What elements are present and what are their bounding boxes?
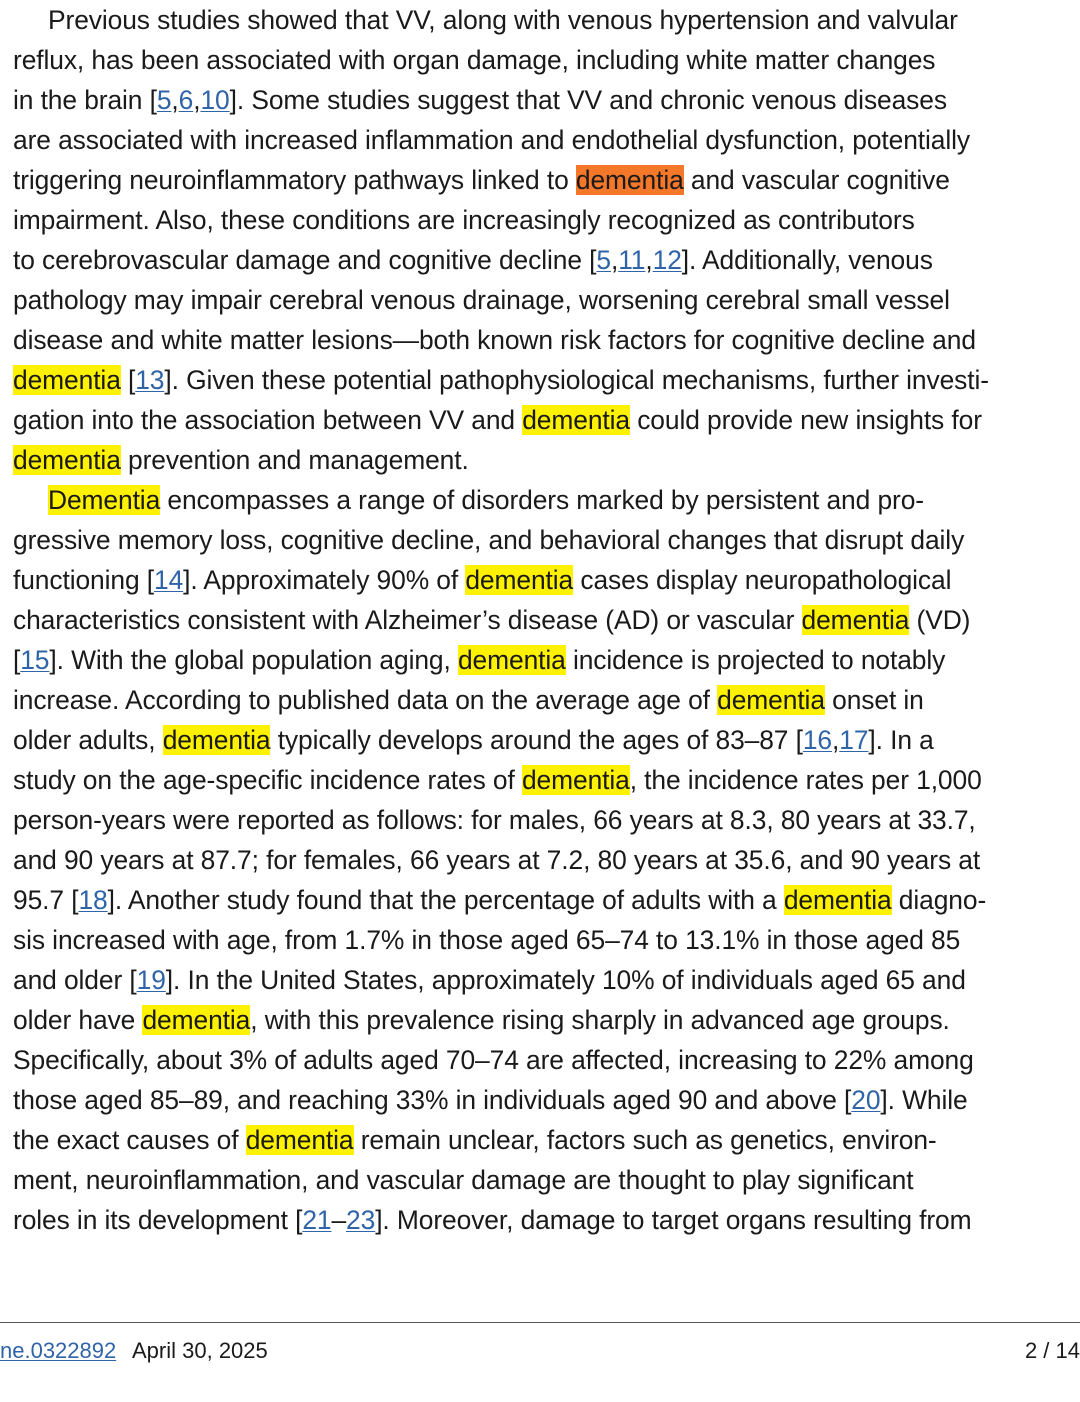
article-body-text [13, 0, 1080, 1240]
citation-link[interactable]: 21 [302, 1205, 332, 1235]
text-line [13, 760, 1080, 800]
text-line [13, 360, 1080, 400]
text-run: ]. With the global population aging, [49, 645, 458, 675]
text-line [13, 720, 1080, 760]
text-run: functioning [ [13, 565, 155, 595]
text-line [13, 840, 1080, 880]
text-run: roles in its development [ [13, 1205, 303, 1235]
text-line [13, 600, 1080, 640]
text-run: ment, neuroinflammation, and vascular damage are thought to play significant [13, 1165, 914, 1195]
text-run: ]. In the United States, approximately 10% of individuals aged 65 and [165, 965, 966, 995]
text-line [13, 160, 1080, 200]
text-run: [ [120, 365, 136, 395]
citation-link[interactable]: 18 [78, 885, 108, 915]
text-line [13, 1000, 1080, 1040]
text-run: , [193, 85, 201, 115]
text-run: diagno- [891, 885, 987, 915]
text-run: ]. Given these potential pathophysiological mechanisms, further investi- [164, 365, 989, 395]
text-line [13, 920, 1080, 960]
search-match-highlight: dementia [465, 565, 574, 595]
text-run: ]. Additionally, venous [681, 245, 933, 275]
search-match-highlight: dementia [13, 365, 121, 395]
citation-link[interactable]: 11 [618, 245, 646, 275]
text-run: Specifically, about 3% of adults aged 70–74 are affected, increasing to 22% among [13, 1045, 974, 1075]
text-line [13, 40, 1080, 80]
text-line [13, 440, 1080, 480]
text-run: reflux, has been associated with organ damage, including white matter changes [13, 45, 936, 75]
text-run: study on the age-specific incidence rates of [13, 765, 522, 795]
citation-link[interactable]: 6 [178, 85, 194, 115]
citation-link[interactable]: 10 [200, 85, 230, 115]
search-match-highlight: dementia [162, 725, 271, 755]
text-run: , [171, 85, 179, 115]
citation-link[interactable]: 17 [839, 725, 869, 755]
text-run: cases display neuropathological [573, 565, 952, 595]
text-run: impairment. Also, these conditions are increasingly recognized as contributors [13, 205, 915, 235]
text-line [13, 1120, 1080, 1160]
text-run: gation into the association between VV and [13, 405, 523, 435]
text-line [13, 0, 1080, 40]
publication-date: April 30, 2025 [132, 1338, 268, 1363]
search-match-highlight: Dementia [48, 485, 161, 515]
text-run: disease and white matter lesions—both known risk factors for cognitive decline and [13, 325, 976, 355]
text-run: , the incidence rates per 1,000 [629, 765, 982, 795]
text-run: onset in [824, 685, 924, 715]
text-run: incidence is projected to notably [565, 645, 946, 675]
citation-link[interactable]: 19 [136, 965, 166, 995]
text-run: increase. According to published data on the average age of [13, 685, 718, 715]
text-line [13, 1080, 1080, 1120]
text-run: those aged 85–89, and reaching 33% in individuals aged 90 and above [ [13, 1085, 852, 1115]
text-run: triggering neuroinflammatory pathways linked to [13, 165, 576, 195]
text-run: ]. While [880, 1085, 968, 1115]
text-run: characteristics consistent with Alzheimer’s disease (AD) or vascular [13, 605, 802, 635]
citation-link[interactable]: 13 [135, 365, 165, 395]
text-run: in the brain [ [13, 85, 157, 115]
text-run: prevention and management. [120, 445, 469, 475]
text-line [13, 120, 1080, 160]
text-line [13, 240, 1080, 280]
text-run: to cerebrovascular damage and cognitive decline [ [13, 245, 597, 275]
page-number: 2 / 14 [1024, 1338, 1080, 1363]
search-match-highlight: dementia [717, 685, 825, 715]
search-match-highlight: dementia [13, 445, 121, 475]
text-run: sis increased with age, from 1.7% in those aged 65–74 to 13.1% in those aged 85 [13, 925, 961, 955]
text-line [13, 480, 1080, 520]
current-search-match: dementia [575, 165, 684, 195]
text-run: are associated with increased inflammation and endothelial dysfunction, potentially [13, 125, 970, 155]
text-run: older adults, [13, 725, 163, 755]
text-run: ]. Some studies suggest that VV and chronic venous diseases [229, 85, 947, 115]
citation-link[interactable]: 5 [596, 245, 611, 275]
text-run: encompasses a range of disorders marked by persistent and pro- [160, 485, 924, 515]
search-match-highlight: dementia [142, 1005, 251, 1035]
text-run: gressive memory loss, cognitive decline, and behavioral changes that disrupt daily [13, 525, 965, 555]
text-line [13, 320, 1080, 360]
text-run: ]. In a [868, 725, 934, 755]
text-run: and vascular cognitive [683, 165, 950, 195]
text-run: ]. Moreover, damage to target organs resulting from [375, 1205, 972, 1235]
text-run: ]. Approximately 90% of [183, 565, 466, 595]
text-run: and 90 years at 87.7; for females, 66 years at 7.2, 80 years at 35.6, and 90 years at [13, 845, 981, 875]
search-match-highlight: dementia [521, 765, 630, 795]
search-match-highlight: dementia [783, 885, 892, 915]
text-line [13, 960, 1080, 1000]
citation-link[interactable]: 14 [154, 565, 184, 595]
text-line [13, 520, 1080, 560]
text-run: , [645, 245, 653, 275]
page-footer [0, 1334, 1080, 1368]
text-line [13, 400, 1080, 440]
text-run: – [331, 1205, 347, 1235]
text-line [13, 680, 1080, 720]
text-line [13, 280, 1080, 320]
search-match-highlight: dementia [801, 605, 910, 635]
text-line [13, 1040, 1080, 1080]
text-run: remain unclear, factors such as genetics, environ- [353, 1125, 937, 1155]
text-run: , [610, 245, 619, 275]
text-run: (VD) [909, 605, 971, 635]
text-line [13, 800, 1080, 840]
citation-link[interactable]: 16 [802, 725, 833, 755]
text-run: typically develops around the ages of 83–87 [ [270, 725, 803, 755]
citation-link[interactable]: 5 [156, 85, 172, 115]
search-match-highlight: dementia [245, 1125, 354, 1155]
text-line [13, 80, 1080, 120]
text-run: person-years were reported as follows: for males, 66 years at 8.3, 80 years at 33.7, [13, 805, 976, 835]
text-run: pathology may impair cerebral venous drainage, worsening cerebral small vessel [13, 285, 950, 315]
text-run: 95.7 [ [13, 885, 79, 915]
text-run: , [832, 725, 840, 755]
text-line [13, 1200, 1080, 1240]
text-line [13, 560, 1080, 600]
citation-link[interactable]: 23 [346, 1205, 376, 1235]
text-run: , with this prevalence rising sharply in advanced age groups. [250, 1005, 950, 1035]
text-run: and older [ [13, 965, 137, 995]
text-run: older have [13, 1005, 143, 1035]
citation-link[interactable]: 12 [652, 245, 682, 275]
search-match-highlight: dementia [522, 405, 630, 435]
text-line [13, 640, 1080, 680]
footer-divider [0, 1322, 1080, 1323]
doi-link[interactable]: ne.0322892 [0, 1338, 117, 1363]
text-run: Previous studies showed that VV, along with venous hypertension and valvular [48, 5, 958, 35]
text-run: could provide new insights for [629, 405, 982, 435]
citation-link[interactable]: 20 [851, 1085, 881, 1115]
text-line [13, 880, 1080, 920]
search-match-highlight: dementia [457, 645, 566, 675]
text-run: [ [13, 645, 21, 675]
text-line [13, 200, 1080, 240]
text-run: the exact causes of [13, 1125, 246, 1155]
text-run: ]. Another study found that the percentage of adults with a [107, 885, 784, 915]
citation-link[interactable]: 15 [20, 645, 50, 675]
text-line [13, 1160, 1080, 1200]
